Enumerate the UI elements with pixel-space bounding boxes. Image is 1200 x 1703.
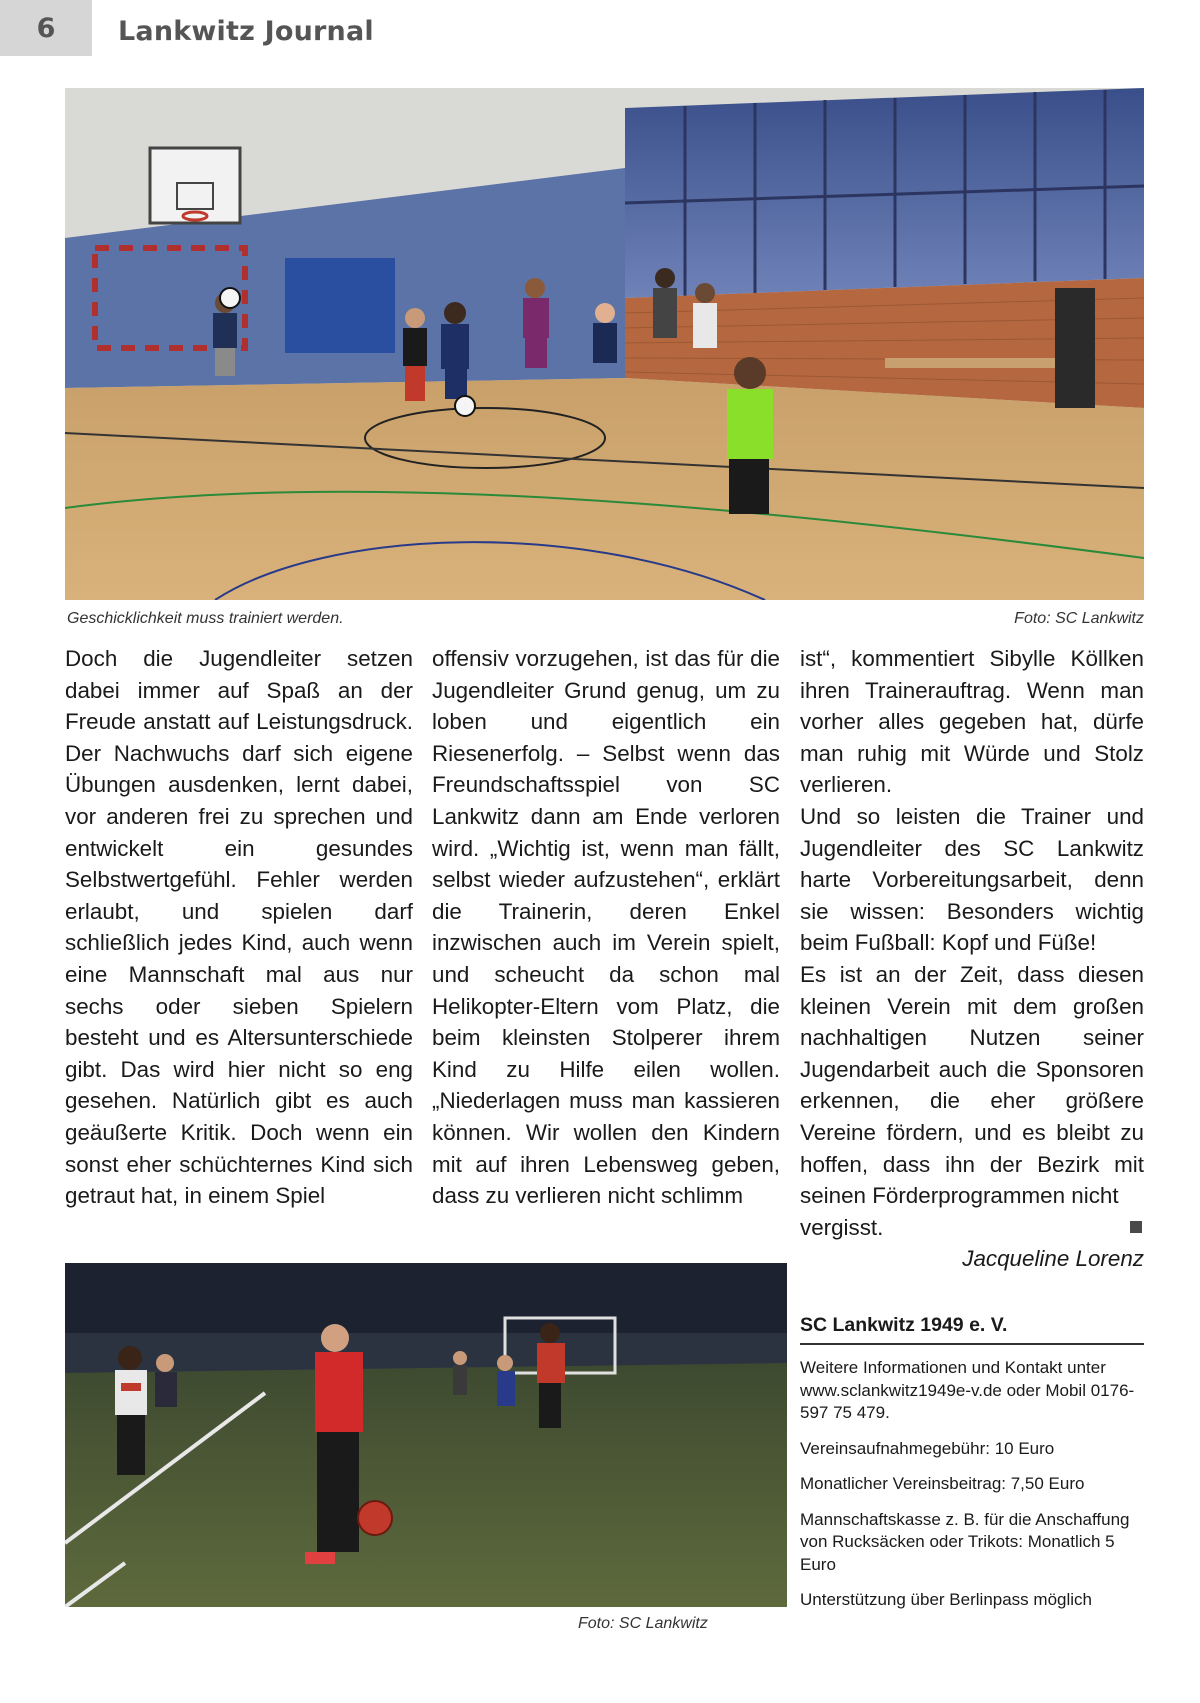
journal-title: Lankwitz Journal — [118, 16, 374, 47]
info-box-title: SC Lankwitz 1949 e. V. — [800, 1314, 1144, 1345]
article-paragraph: Und so leisten die Trainer und Jugendleiter des SC Lankwitz harte Vorbereitungsarbeit, denn sie wissen: Besonders wichtig beim Fußball: Kopf und Füße! — [800, 803, 1144, 956]
article-last-word: vergisst. — [800, 1214, 884, 1240]
info-berlinpass: Unterstützung über Berlinpass möglich — [800, 1590, 1092, 1609]
article-column-2 — [432, 643, 780, 1212]
outdoor-football-photo — [65, 1263, 787, 1607]
article-paragraph: Doch die Jugendleiter setzen dabei immer auf Spaß an der Freude anstatt auf Leistungsdruck. Der Nachwuchs darf sich eigene Übungen ausdenken, lernt dabei, vor anderen frei zu sprechen und entwickelt ein gesundes Selbstwertgefühl. Fehler werden erlaubt, und spielen darf schließlich jedes Kind, auch wenn eine Mannschaft mal aus nur sechs oder sieben Spielern besteht und es Altersunterschiede gibt. Das wird hier nicht so eng gesehen. Natürlich gibt es auch geäußerte Kritik. Doch wenn ein sonst eher schüchternes Kind sich getraut hat, in einem Spiel — [65, 646, 413, 1209]
article-paragraph: Es ist an der Zeit, dass diesen kleinen Verein mit dem großen nachhaltigen Nutzen seiner Jugendarbeit auch die Sponsoren erkennen, die eher größere Vereine fördern, und es bleibt zu hoffen, dass ihn der Bezirk mit seinen Förderprogrammen nicht — [800, 961, 1144, 1209]
top-photo-credit: Foto: SC Lankwitz — [1014, 610, 1144, 627]
author-name: Jacqueline Lorenz — [962, 1246, 1144, 1272]
article-end-line — [800, 1212, 1144, 1244]
info-monthly-fee: Monatlicher Vereinsbeitrag: 7,50 Euro — [800, 1474, 1085, 1493]
top-photo-caption: Geschicklichkeit muss trainiert werden. — [67, 610, 344, 627]
page-number: 6 — [36, 12, 56, 44]
info-team-fund: Mannschaftskasse z. B. für die Anschaffung von Rucksäcken oder Trikots: Monatlich 5 Euro — [800, 1509, 1130, 1574]
article-column-1 — [65, 643, 413, 1212]
page-number-tab — [0, 0, 92, 56]
bottom-photo-credit: Foto: SC Lankwitz — [578, 1615, 708, 1632]
club-info-box — [800, 1314, 1144, 1625]
article-paragraph: offensiv vorzugehen, ist das für die Jugendleiter Grund genug, um zu loben und eigentlich ein Riesenerfolg. – Selbst wenn das Freundschaftsspiel von SC Lankwitz dann am Ende verloren wird. „Wichtig ist, wenn man fällt, selbst wieder aufzustehen“, erklärt die Trainerin, deren Enkel inzwischen auch im Verein spielt, und scheucht da schon mal Helikopter-Eltern vom Platz, die beim kleinsten Stolperer ihrem Kind zu Hilfe eilen wollen. „Niederlagen muss man kassieren können. Wir wollen den Kindern mit auf ihren Lebensweg geben, dass zu verlieren nicht schlimm — [432, 646, 780, 1209]
article-paragraph: ist“, kommentiert Sibylle Köllken ihren Trainerauftrag. Wenn man vorher alles gegeben hat, dürfe man ruhig mit Würde und Stolz verlieren. — [800, 646, 1144, 798]
gym-training-photo — [65, 88, 1144, 600]
info-contact: Weitere Informationen und Kontakt unter www.sclankwitz1949e-v.de oder Mobil 0176-597 75 479. — [800, 1358, 1135, 1422]
article-column-3 — [800, 643, 1144, 1275]
end-square-icon — [1130, 1221, 1142, 1233]
info-admission-fee: Vereinsaufnahmegebühr: 10 Euro — [800, 1438, 1055, 1458]
